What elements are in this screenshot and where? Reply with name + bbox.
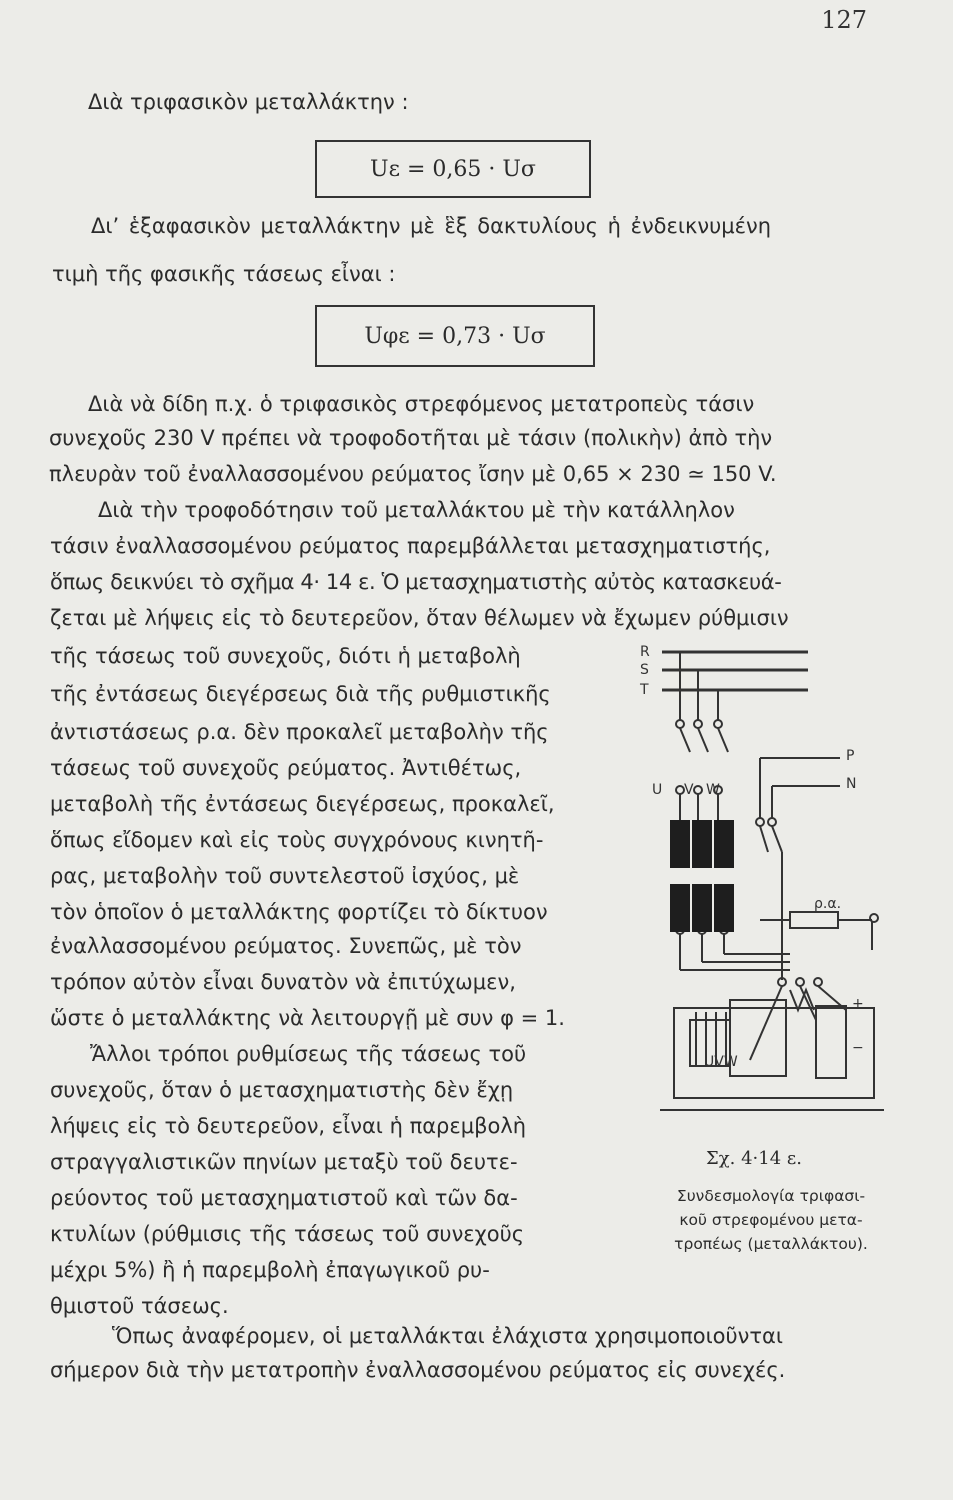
text-line: τρόπον αὐτὸν εἶναι δυνατὸν νὰ ἐπιτύχωμεν, xyxy=(50,970,516,994)
label-u: U xyxy=(652,782,663,798)
formula-box-1: Uε = 0,65 · Uσ xyxy=(315,140,591,198)
caption-line: Συνδεσμολογία τριφασι- xyxy=(676,1187,866,1205)
text-line: τάσιν ἐναλλασσομένου ρεύματος παρεμβάλλεται μετασχηματιστής, xyxy=(50,534,771,558)
text-line: Διὰ τριφασικὸν μεταλλάκτην : xyxy=(88,90,409,114)
text-line: τὸν ὁποῖον ὁ μεταλλάκτης φορτίζει τὸ δίκτυον xyxy=(50,900,548,924)
text-line: σήμερον διὰ τὴν μετατροπὴν ἐναλλασσομένου ρεύματος εἰς συνεχές. xyxy=(50,1358,786,1382)
text-line: Ἄλλοι τρόποι ρυθμίσεως τῆς τάσεως τοῦ xyxy=(90,1042,527,1066)
text-line: ὅπως δεικνύει τὸ σχῆμα 4· 14 ε. Ὁ μετασχηματιστὴς αὐτὸς κατασκευά- xyxy=(50,570,782,594)
label-field-regulator: ρ.α. xyxy=(814,896,842,912)
text-line: ρεύοντος τοῦ μετασχηματιστοῦ καὶ τῶν δα- xyxy=(50,1186,518,1210)
label-v: V xyxy=(684,782,694,798)
formula-box-2: Uφε = 0,73 · Uσ xyxy=(315,305,595,367)
figure-number: Σχ. 4·14 ε. xyxy=(706,1148,802,1169)
text-line: πλευρὰν τοῦ ἐναλλασσομένου ρεύματος ἴσην μὲ 0,65 × 230 ≃ 150 V. xyxy=(49,462,777,486)
label-r: R xyxy=(640,644,650,660)
text-line: Ὅπως ἀναφέρομεν, οἱ μεταλλάκται ἐλάχιστα χρησιμοποιοῦνται xyxy=(112,1324,784,1348)
text-line: μέχρι 5%) ἢ ἡ παρεμβολὴ ἐπαγωγικοῦ ρυ- xyxy=(50,1258,490,1282)
page-number: 127 xyxy=(821,6,867,34)
text-line: ἀντιστάσεως ρ.α. δὲν προκαλεῖ μεταβολὴν τῆς xyxy=(50,720,549,744)
text-line: συνεχοῦς 230 V πρέπει νὰ τροφοδοτῆται μὲ τάσιν (πολικὴν) ἀπὸ τὴν xyxy=(49,426,773,450)
label-n: N xyxy=(846,776,857,792)
label-p: P xyxy=(846,748,855,764)
text-line: ρας, μεταβολὴν τοῦ συντελεστοῦ ἰσχύος, μὲ xyxy=(50,864,520,888)
text-line: Δι’ ἑξαφασικὸν μεταλλάκτην μὲ ἓξ δακτυλίους ἡ ἐνδεικνυμένη xyxy=(91,214,771,238)
caption-line: κοῦ στρεφομένου μετα- xyxy=(679,1211,863,1229)
text-line: στραγγαλιστικῶν πηνίων μεταξὺ τοῦ δευτε- xyxy=(50,1150,518,1174)
text-line: τῆς τάσεως τοῦ συνεχοῦς, διότι ἡ μεταβολὴ xyxy=(50,644,521,668)
text-line: Διὰ τὴν τροφοδότησιν τοῦ μεταλλάκτου μὲ τὴν κατάλληλον xyxy=(98,498,735,522)
label-t: T xyxy=(640,682,649,698)
figure-caption xyxy=(638,1184,904,1256)
text-line: τιμὴ τῆς φασικῆς τάσεως εἶναι : xyxy=(52,262,396,286)
text-line: συνεχοῦς, ὅταν ὁ μετασχηματιστὴς δὲν ἔχῃ xyxy=(50,1078,514,1102)
converter-schematic xyxy=(640,640,900,1140)
label-s: S xyxy=(640,662,649,678)
text-line: τῆς ἐντάσεως διεγέρσεως διὰ τῆς ρυθμιστικῆς xyxy=(50,682,551,706)
text-line: ζεται μὲ λήψεις εἰς τὸ δευτερεῦον, ὅταν θέλωμεν νὰ ἔχωμεν ρύθμισιν xyxy=(50,606,789,630)
label-uvw: UVW xyxy=(704,1054,738,1070)
caption-line: τροπέως (μεταλλάκτου). xyxy=(674,1235,868,1253)
text-line: μεταβολὴ τῆς ἐντάσεως διεγέρσεως, προκαλεῖ, xyxy=(50,792,555,816)
text-line: ὅπως εἴδομεν καὶ εἰς τοὺς συγχρόνους κινητῆ- xyxy=(50,828,544,852)
text-line: κτυλίων (ρύθμισις τῆς τάσεως τοῦ συνεχοῦς xyxy=(50,1222,525,1246)
text-line: θμιστοῦ τάσεως. xyxy=(50,1294,229,1318)
label-minus: − xyxy=(852,1040,864,1056)
label-plus: + xyxy=(852,996,864,1012)
text-line: λήψεις εἰς τὸ δευτερεῦον, εἶναι ἡ παρεμβολὴ xyxy=(50,1114,527,1138)
text-line: Διὰ νὰ δίδη π.χ. ὁ τριφασικὸς στρεφόμενος μετατροπεὺς τάσιν xyxy=(88,392,755,416)
text-line: ὥστε ὁ μεταλλάκτης νὰ λειτουργῇ μὲ συν φ = 1. xyxy=(50,1006,565,1030)
text-line: ἐναλλασσομένου ρεύματος. Συνεπῶς, μὲ τὸν xyxy=(50,934,522,958)
label-w: W xyxy=(706,782,720,798)
text-line: τάσεως τοῦ συνεχοῦς ρεύματος. Ἀντιθέτως, xyxy=(50,756,522,780)
